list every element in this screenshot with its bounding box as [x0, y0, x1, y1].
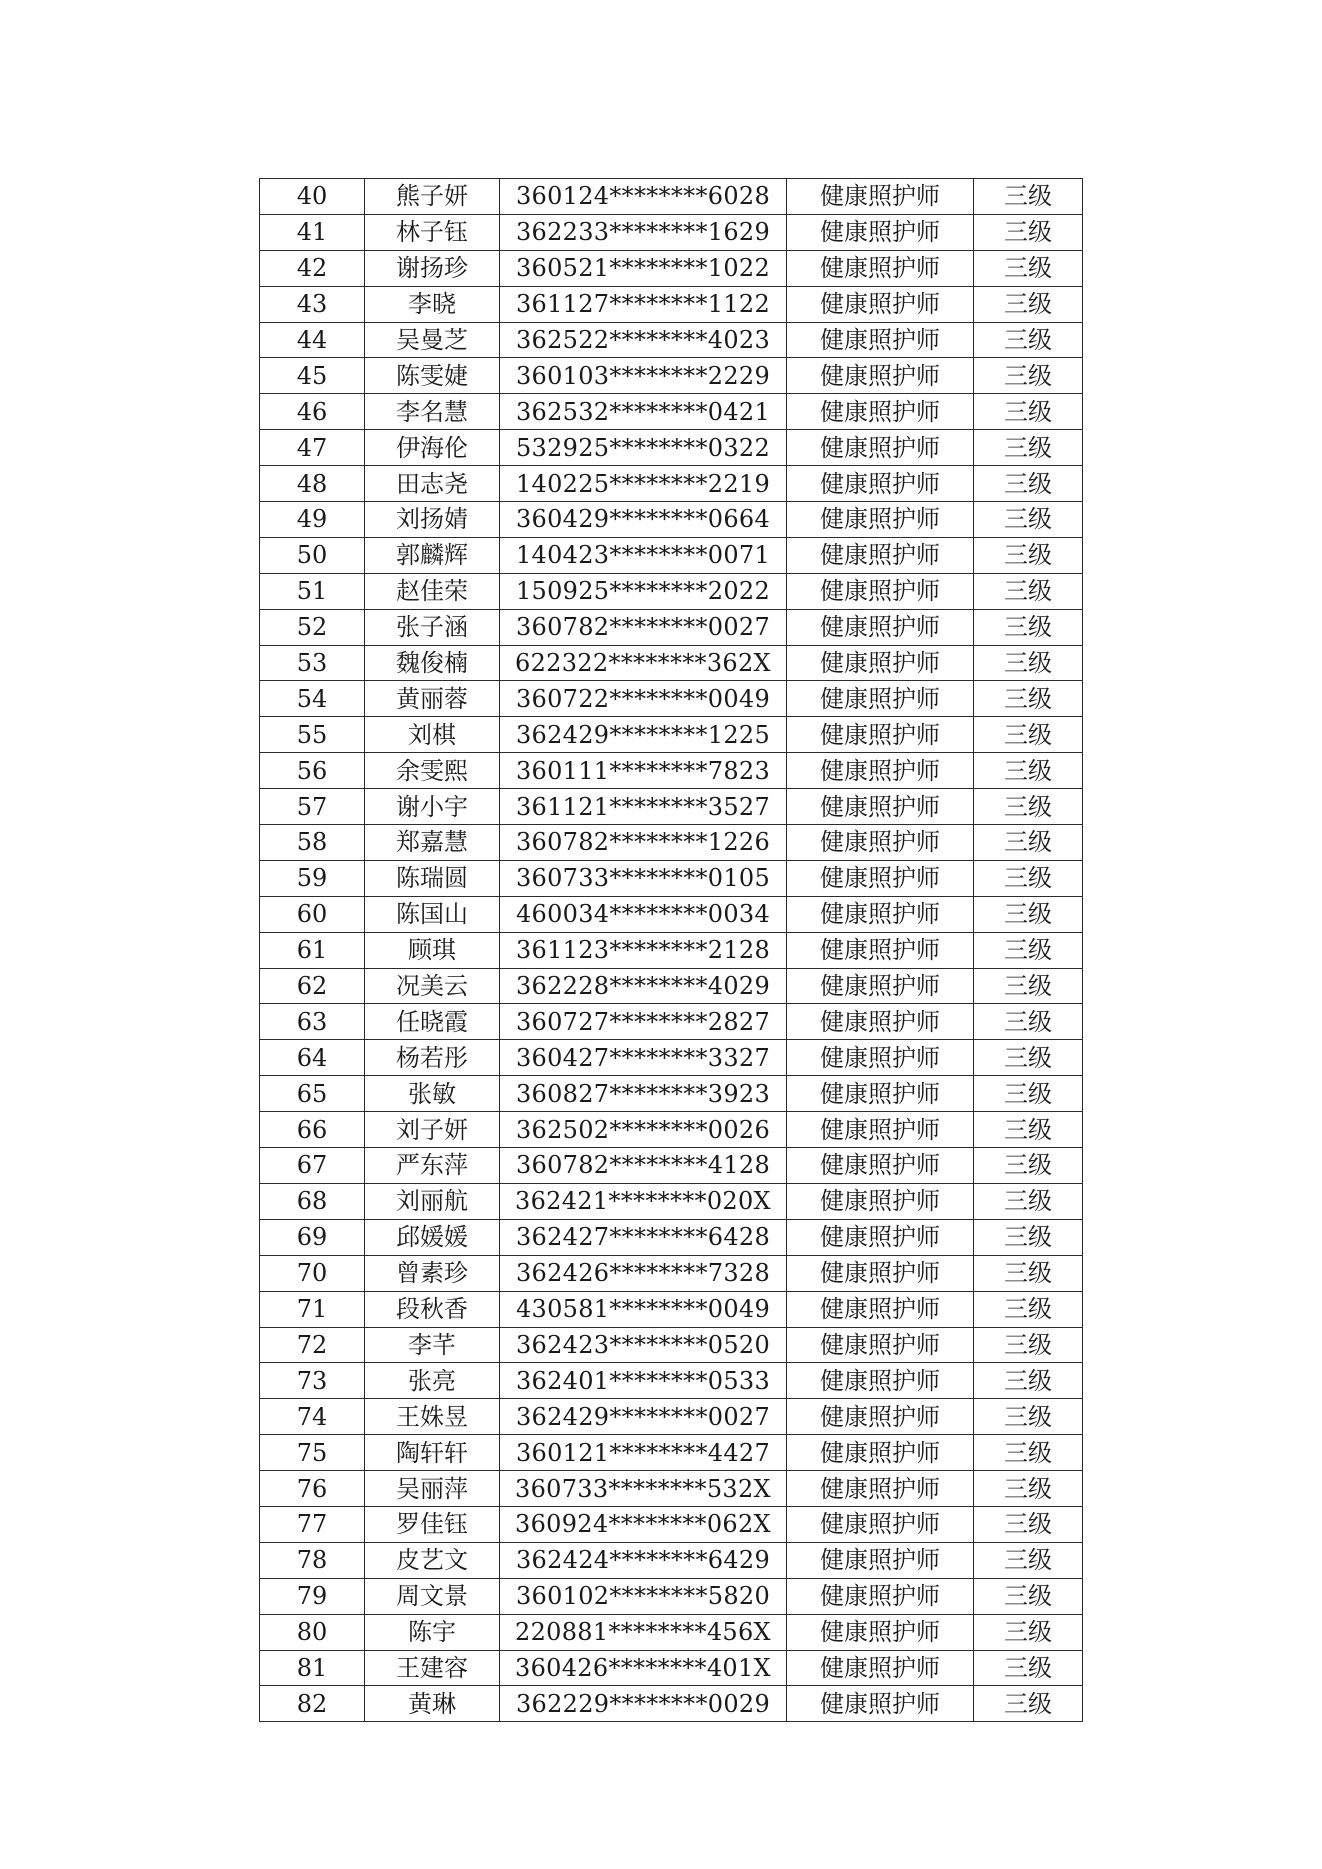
occupation-cell: 健康照护师 [787, 1040, 974, 1076]
id-number-cell: 361127********1122 [500, 286, 787, 322]
table-row [260, 1471, 1083, 1507]
person-name-cell: 张亮 [365, 1363, 500, 1399]
table-row [260, 430, 1083, 466]
row-number-cell: 56 [260, 753, 365, 789]
row-number-cell: 65 [260, 1076, 365, 1112]
skill-level-cell: 三级 [974, 1363, 1083, 1399]
id-number-cell: 361121********3527 [500, 789, 787, 825]
id-number-cell: 362522********4023 [500, 322, 787, 358]
occupation-cell: 健康照护师 [787, 1148, 974, 1184]
table-row [260, 1686, 1083, 1722]
row-number-cell: 52 [260, 609, 365, 645]
table-row [260, 179, 1083, 215]
occupation-cell: 健康照护师 [787, 573, 974, 609]
person-name-cell: 况美云 [365, 968, 500, 1004]
row-number-cell: 71 [260, 1291, 365, 1327]
person-name-cell: 李名慧 [365, 394, 500, 430]
occupation-cell: 健康照护师 [787, 1578, 974, 1614]
skill-level-cell: 三级 [974, 1183, 1083, 1219]
table-row [260, 825, 1083, 861]
occupation-cell: 健康照护师 [787, 430, 974, 466]
id-number-cell: 362401********0533 [500, 1363, 787, 1399]
table-row [260, 681, 1083, 717]
occupation-cell: 健康照护师 [787, 789, 974, 825]
row-number-cell: 76 [260, 1471, 365, 1507]
row-number-cell: 61 [260, 932, 365, 968]
occupation-cell: 健康照护师 [787, 1506, 974, 1542]
occupation-cell: 健康照护师 [787, 1614, 974, 1650]
row-number-cell: 49 [260, 502, 365, 538]
row-number-cell: 74 [260, 1399, 365, 1435]
person-name-cell: 吴曼芝 [365, 322, 500, 358]
id-number-cell: 360429********0664 [500, 502, 787, 538]
occupation-cell: 健康照护师 [787, 250, 974, 286]
table-row [260, 466, 1083, 502]
occupation-cell: 健康照护师 [787, 717, 974, 753]
person-name-cell: 刘扬婧 [365, 502, 500, 538]
skill-level-cell: 三级 [974, 1506, 1083, 1542]
id-number-cell: 362233********1629 [500, 214, 787, 250]
id-number-cell: 362421********020X [500, 1183, 787, 1219]
id-number-cell: 362429********0027 [500, 1399, 787, 1435]
id-number-cell: 362429********1225 [500, 717, 787, 753]
occupation-cell: 健康照护师 [787, 1112, 974, 1148]
person-name-cell: 皮艺文 [365, 1542, 500, 1578]
row-number-cell: 68 [260, 1183, 365, 1219]
occupation-cell: 健康照护师 [787, 179, 974, 215]
person-name-cell: 谢小宇 [365, 789, 500, 825]
id-number-cell: 362532********0421 [500, 394, 787, 430]
skill-level-cell: 三级 [974, 789, 1083, 825]
id-number-cell: 362229********0029 [500, 1686, 787, 1722]
id-number-cell: 360124********6028 [500, 179, 787, 215]
person-name-cell: 刘棋 [365, 717, 500, 753]
occupation-cell: 健康照护师 [787, 394, 974, 430]
id-number-cell: 360733********0105 [500, 860, 787, 896]
roster-table [259, 178, 1083, 1722]
occupation-cell: 健康照护师 [787, 645, 974, 681]
occupation-cell: 健康照护师 [787, 1219, 974, 1255]
row-number-cell: 40 [260, 179, 365, 215]
id-number-cell: 360111********7823 [500, 753, 787, 789]
row-number-cell: 42 [260, 250, 365, 286]
row-number-cell: 58 [260, 825, 365, 861]
id-number-cell: 361123********2128 [500, 932, 787, 968]
row-number-cell: 44 [260, 322, 365, 358]
skill-level-cell: 三级 [974, 1040, 1083, 1076]
skill-level-cell: 三级 [974, 1291, 1083, 1327]
id-number-cell: 532925********0322 [500, 430, 787, 466]
table-row [260, 537, 1083, 573]
row-number-cell: 67 [260, 1148, 365, 1184]
person-name-cell: 郑嘉慧 [365, 825, 500, 861]
table-row [260, 214, 1083, 250]
person-name-cell: 郭麟辉 [365, 537, 500, 573]
table-row [260, 322, 1083, 358]
table-row [260, 717, 1083, 753]
person-name-cell: 张子涵 [365, 609, 500, 645]
row-number-cell: 41 [260, 214, 365, 250]
table-row [260, 1435, 1083, 1471]
skill-level-cell: 三级 [974, 825, 1083, 861]
table-row [260, 896, 1083, 932]
row-number-cell: 54 [260, 681, 365, 717]
person-name-cell: 张敏 [365, 1076, 500, 1112]
skill-level-cell: 三级 [974, 502, 1083, 538]
occupation-cell: 健康照护师 [787, 825, 974, 861]
skill-level-cell: 三级 [974, 1686, 1083, 1722]
roster-table-body [260, 179, 1083, 1722]
table-row [260, 860, 1083, 896]
table-row [260, 609, 1083, 645]
row-number-cell: 72 [260, 1327, 365, 1363]
occupation-cell: 健康照护师 [787, 322, 974, 358]
skill-level-cell: 三级 [974, 250, 1083, 286]
person-name-cell: 赵佳荣 [365, 573, 500, 609]
row-number-cell: 43 [260, 286, 365, 322]
id-number-cell: 360426********401X [500, 1650, 787, 1686]
skill-level-cell: 三级 [974, 1471, 1083, 1507]
person-name-cell: 顾琪 [365, 932, 500, 968]
person-name-cell: 王姝昱 [365, 1399, 500, 1435]
occupation-cell: 健康照护师 [787, 896, 974, 932]
occupation-cell: 健康照护师 [787, 609, 974, 645]
row-number-cell: 45 [260, 358, 365, 394]
table-row [260, 789, 1083, 825]
table-row [260, 394, 1083, 430]
occupation-cell: 健康照护师 [787, 286, 974, 322]
skill-level-cell: 三级 [974, 1435, 1083, 1471]
row-number-cell: 47 [260, 430, 365, 466]
skill-level-cell: 三级 [974, 609, 1083, 645]
id-number-cell: 362426********7328 [500, 1255, 787, 1291]
id-number-cell: 362427********6428 [500, 1219, 787, 1255]
occupation-cell: 健康照护师 [787, 1255, 974, 1291]
occupation-cell: 健康照护师 [787, 1327, 974, 1363]
skill-level-cell: 三级 [974, 1578, 1083, 1614]
id-number-cell: 360521********1022 [500, 250, 787, 286]
table-row [260, 1363, 1083, 1399]
row-number-cell: 53 [260, 645, 365, 681]
person-name-cell: 刘丽航 [365, 1183, 500, 1219]
table-row [260, 753, 1083, 789]
table-row [260, 1327, 1083, 1363]
table-row [260, 1112, 1083, 1148]
table-row [260, 1578, 1083, 1614]
person-name-cell: 林子钰 [365, 214, 500, 250]
person-name-cell: 刘子妍 [365, 1112, 500, 1148]
skill-level-cell: 三级 [974, 860, 1083, 896]
id-number-cell: 360121********4427 [500, 1435, 787, 1471]
row-number-cell: 62 [260, 968, 365, 1004]
id-number-cell: 460034********0034 [500, 896, 787, 932]
table-row [260, 1219, 1083, 1255]
person-name-cell: 任晓霞 [365, 1004, 500, 1040]
occupation-cell: 健康照护师 [787, 968, 974, 1004]
row-number-cell: 50 [260, 537, 365, 573]
occupation-cell: 健康照护师 [787, 1076, 974, 1112]
person-name-cell: 魏俊楠 [365, 645, 500, 681]
id-number-cell: 362424********6429 [500, 1542, 787, 1578]
occupation-cell: 健康照护师 [787, 753, 974, 789]
table-row [260, 1614, 1083, 1650]
id-number-cell: 362228********4029 [500, 968, 787, 1004]
id-number-cell: 360782********4128 [500, 1148, 787, 1184]
skill-level-cell: 三级 [974, 322, 1083, 358]
skill-level-cell: 三级 [974, 1650, 1083, 1686]
id-number-cell: 140423********0071 [500, 537, 787, 573]
occupation-cell: 健康照护师 [787, 1435, 974, 1471]
id-number-cell: 360733********532X [500, 1471, 787, 1507]
id-number-cell: 220881********456X [500, 1614, 787, 1650]
person-name-cell: 吴丽萍 [365, 1471, 500, 1507]
occupation-cell: 健康照护师 [787, 681, 974, 717]
skill-level-cell: 三级 [974, 1399, 1083, 1435]
id-number-cell: 150925********2022 [500, 573, 787, 609]
person-name-cell: 黄丽蓉 [365, 681, 500, 717]
row-number-cell: 60 [260, 896, 365, 932]
person-name-cell: 陈瑞圆 [365, 860, 500, 896]
row-number-cell: 81 [260, 1650, 365, 1686]
id-number-cell: 360924********062X [500, 1506, 787, 1542]
table-row [260, 932, 1083, 968]
occupation-cell: 健康照护师 [787, 1650, 974, 1686]
skill-level-cell: 三级 [974, 1255, 1083, 1291]
skill-level-cell: 三级 [974, 1219, 1083, 1255]
row-number-cell: 66 [260, 1112, 365, 1148]
row-number-cell: 79 [260, 1578, 365, 1614]
person-name-cell: 陶轩轩 [365, 1435, 500, 1471]
row-number-cell: 82 [260, 1686, 365, 1722]
skill-level-cell: 三级 [974, 573, 1083, 609]
person-name-cell: 李芊 [365, 1327, 500, 1363]
table-row [260, 1183, 1083, 1219]
occupation-cell: 健康照护师 [787, 1542, 974, 1578]
occupation-cell: 健康照护师 [787, 466, 974, 502]
skill-level-cell: 三级 [974, 179, 1083, 215]
skill-level-cell: 三级 [974, 932, 1083, 968]
id-number-cell: 360427********3327 [500, 1040, 787, 1076]
table-row [260, 358, 1083, 394]
table-row [260, 286, 1083, 322]
id-number-cell: 140225********2219 [500, 466, 787, 502]
skill-level-cell: 三级 [974, 430, 1083, 466]
row-number-cell: 73 [260, 1363, 365, 1399]
person-name-cell: 陈宇 [365, 1614, 500, 1650]
id-number-cell: 430581********0049 [500, 1291, 787, 1327]
person-name-cell: 黄琳 [365, 1686, 500, 1722]
person-name-cell: 陈国山 [365, 896, 500, 932]
table-row [260, 1506, 1083, 1542]
occupation-cell: 健康照护师 [787, 537, 974, 573]
id-number-cell: 360722********0049 [500, 681, 787, 717]
row-number-cell: 46 [260, 394, 365, 430]
table-row [260, 573, 1083, 609]
row-number-cell: 48 [260, 466, 365, 502]
occupation-cell: 健康照护师 [787, 1471, 974, 1507]
skill-level-cell: 三级 [974, 466, 1083, 502]
skill-level-cell: 三级 [974, 394, 1083, 430]
table-row [260, 1255, 1083, 1291]
skill-level-cell: 三级 [974, 896, 1083, 932]
table-row [260, 968, 1083, 1004]
table-row [260, 1650, 1083, 1686]
skill-level-cell: 三级 [974, 1542, 1083, 1578]
row-number-cell: 75 [260, 1435, 365, 1471]
row-number-cell: 80 [260, 1614, 365, 1650]
person-name-cell: 杨若彤 [365, 1040, 500, 1076]
person-name-cell: 熊子妍 [365, 179, 500, 215]
skill-level-cell: 三级 [974, 1076, 1083, 1112]
table-row [260, 250, 1083, 286]
person-name-cell: 罗佳钰 [365, 1506, 500, 1542]
table-row [260, 1004, 1083, 1040]
person-name-cell: 田志尧 [365, 466, 500, 502]
occupation-cell: 健康照护师 [787, 502, 974, 538]
person-name-cell: 曾素珍 [365, 1255, 500, 1291]
id-number-cell: 360782********0027 [500, 609, 787, 645]
row-number-cell: 77 [260, 1506, 365, 1542]
skill-level-cell: 三级 [974, 1112, 1083, 1148]
person-name-cell: 王建容 [365, 1650, 500, 1686]
table-row [260, 502, 1083, 538]
person-name-cell: 谢扬珍 [365, 250, 500, 286]
row-number-cell: 55 [260, 717, 365, 753]
skill-level-cell: 三级 [974, 358, 1083, 394]
person-name-cell: 周文景 [365, 1578, 500, 1614]
person-name-cell: 陈雯婕 [365, 358, 500, 394]
occupation-cell: 健康照护师 [787, 932, 974, 968]
person-name-cell: 李晓 [365, 286, 500, 322]
table-row [260, 1399, 1083, 1435]
occupation-cell: 健康照护师 [787, 860, 974, 896]
row-number-cell: 64 [260, 1040, 365, 1076]
table-row [260, 1148, 1083, 1184]
person-name-cell: 伊海伦 [365, 430, 500, 466]
occupation-cell: 健康照护师 [787, 1363, 974, 1399]
row-number-cell: 57 [260, 789, 365, 825]
skill-level-cell: 三级 [974, 537, 1083, 573]
row-number-cell: 51 [260, 573, 365, 609]
occupation-cell: 健康照护师 [787, 358, 974, 394]
row-number-cell: 63 [260, 1004, 365, 1040]
skill-level-cell: 三级 [974, 968, 1083, 1004]
skill-level-cell: 三级 [974, 753, 1083, 789]
table-row [260, 1291, 1083, 1327]
id-number-cell: 362423********0520 [500, 1327, 787, 1363]
skill-level-cell: 三级 [974, 1148, 1083, 1184]
skill-level-cell: 三级 [974, 1614, 1083, 1650]
id-number-cell: 360782********1226 [500, 825, 787, 861]
skill-level-cell: 三级 [974, 681, 1083, 717]
person-name-cell: 严东萍 [365, 1148, 500, 1184]
skill-level-cell: 三级 [974, 717, 1083, 753]
person-name-cell: 邱媛媛 [365, 1219, 500, 1255]
row-number-cell: 78 [260, 1542, 365, 1578]
row-number-cell: 69 [260, 1219, 365, 1255]
table-row [260, 1076, 1083, 1112]
skill-level-cell: 三级 [974, 1004, 1083, 1040]
id-number-cell: 622322********362X [500, 645, 787, 681]
person-name-cell: 段秋香 [365, 1291, 500, 1327]
row-number-cell: 70 [260, 1255, 365, 1291]
skill-level-cell: 三级 [974, 1327, 1083, 1363]
table-row [260, 1040, 1083, 1076]
id-number-cell: 362502********0026 [500, 1112, 787, 1148]
id-number-cell: 360102********5820 [500, 1578, 787, 1614]
id-number-cell: 360827********3923 [500, 1076, 787, 1112]
occupation-cell: 健康照护师 [787, 1004, 974, 1040]
skill-level-cell: 三级 [974, 286, 1083, 322]
occupation-cell: 健康照护师 [787, 1291, 974, 1327]
occupation-cell: 健康照护师 [787, 1399, 974, 1435]
row-number-cell: 59 [260, 860, 365, 896]
table-row [260, 645, 1083, 681]
skill-level-cell: 三级 [974, 214, 1083, 250]
skill-level-cell: 三级 [974, 645, 1083, 681]
occupation-cell: 健康照护师 [787, 1183, 974, 1219]
id-number-cell: 360727********2827 [500, 1004, 787, 1040]
table-row [260, 1542, 1083, 1578]
person-name-cell: 余雯熙 [365, 753, 500, 789]
id-number-cell: 360103********2229 [500, 358, 787, 394]
occupation-cell: 健康照护师 [787, 214, 974, 250]
occupation-cell: 健康照护师 [787, 1686, 974, 1722]
